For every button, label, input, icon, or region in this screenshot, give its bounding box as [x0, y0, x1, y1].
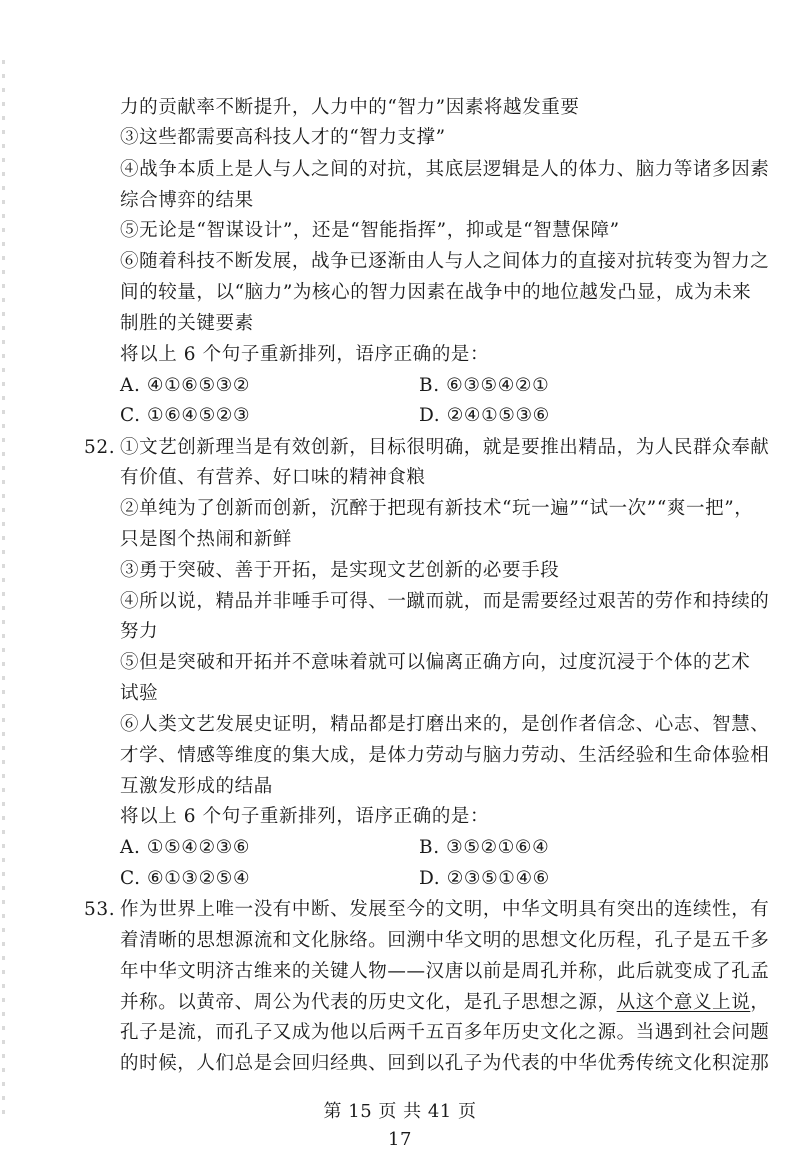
sentence-1-line2: 有价值、有营养、好口味的精神食粮: [120, 467, 426, 488]
passage-line-6: 的时候，人们总是会回归经典、回到以孔子为代表的中华优秀传统文化积淀那: [120, 1053, 770, 1074]
sentence-4-line1: ④所以说，精品并非唾手可得、一蹴而就，而是需要经过艰苦的劳作和持续的: [120, 591, 770, 612]
passage-line-5: 孔子是流，而孔子又成为他以后两千五百多年历史文化之源。当遇到社会问题: [120, 1022, 770, 1043]
sentence-1-line1: ①文艺创新理当是有效创新，目标很明确，就是要推出精品，为人民群众奉献: [120, 437, 770, 458]
sentence-6-line3: 互激发形成的结晶: [120, 776, 273, 797]
option-a[interactable]: A. ①⑤④②③⑥: [120, 837, 251, 858]
question-number: 53.: [84, 899, 116, 920]
option-d[interactable]: D. ②③⑤①④⑥: [419, 868, 550, 889]
question-prompt: 将以上 6 个句子重新排列，语序正确的是：: [120, 344, 490, 365]
question-number: 52.: [84, 437, 116, 458]
sentence-3: ③勇于突破、善于开拓，是实现文艺创新的必要手段: [120, 560, 560, 581]
option-c[interactable]: C. ①⑥④⑤②③: [120, 405, 251, 426]
sentence-5-line1: ⑤但是突破和开拓并不意味着就可以偏离正确方向，过度沉浸于个体的艺术: [120, 652, 751, 673]
option-a[interactable]: A. ④①⑥⑤③②: [120, 375, 251, 396]
sentence-3: ③这些都需要高科技人才的“智力支撑”: [120, 127, 446, 148]
option-c[interactable]: C. ⑥①③②⑤④: [120, 868, 251, 889]
sentence-6-line1: ⑥随着科技不断发展，战争已逐渐由人与人之间体力的直接对抗转变为智力之: [120, 251, 770, 272]
sentence-6-line1: ⑥人类文艺发展史证明，精品都是打磨出来的，是创作者信念、心志、智慧、: [120, 714, 770, 735]
passage-text: 并称。以黄帝、周公为代表的历史文化，是孔子思想之源，: [120, 992, 617, 1013]
option-b[interactable]: B. ③⑤②①⑥④: [419, 837, 550, 858]
sentence-4-line2: 综合博弈的结果: [120, 190, 254, 211]
sentence-4-line1: ④战争本质上是人与人之间的对抗，其底层逻辑是人的体力、脑力等诸多因素: [120, 159, 770, 180]
option-b[interactable]: B. ⑥③⑤④②①: [419, 375, 550, 396]
sentence-text: 力的贡献率不断提升，人力中的“智力”因素将越发重要: [120, 97, 580, 118]
passage-line-3: 年中华文明济古维来的关键人物——汉唐以前是周孔并称，此后就变成了孔孟: [120, 961, 770, 982]
sentence-6-line3: 制胜的关键要素: [120, 313, 254, 334]
scan-edge-artifact: [2, 60, 5, 1120]
sentence-6-line2: 才学、情感等维度的集大成，是体力劳动与脑力劳动、生活经验和生命体验相: [120, 745, 770, 766]
sentence-5-line2: 试验: [120, 683, 159, 704]
page-number: 17: [388, 1129, 412, 1150]
passage-text: ，: [750, 992, 770, 1013]
passage-line-2: 着清晰的思想源流和文化脉络。回溯中华文明的思想文化历程，孔子是五千多: [120, 930, 770, 951]
page-info: 第 15 页 共 41 页: [323, 1101, 477, 1122]
option-d[interactable]: D. ②④①⑤③⑥: [419, 405, 550, 426]
sentence-6-line2: 间的较量，以“脑力”为核心的智力因素在战争中的地位越发凸显，成为未来: [120, 282, 752, 303]
underlined-phrase: 从这个意义上说: [616, 992, 751, 1013]
question-prompt: 将以上 6 个句子重新排列，语序正确的是：: [120, 806, 490, 827]
sentence-2-line2: 只是图个热闹和新鲜: [120, 529, 292, 550]
sentence-4-line2: 努力: [120, 621, 159, 642]
passage-line-4: [120, 991, 769, 1015]
passage-line-1: 作为世界上唯一没有中断、发展至今的文明，中华文明具有突出的连续性，有: [120, 899, 770, 920]
sentence-5: ⑤无论是“智谋设计”，还是“智能指挥”，抑或是“智慧保障”: [120, 220, 620, 241]
sentence-2-line1: ②单纯为了创新而创新，沉醉于把现有新技术“玩一遍”“试一次”“爽一把”，: [120, 498, 754, 519]
